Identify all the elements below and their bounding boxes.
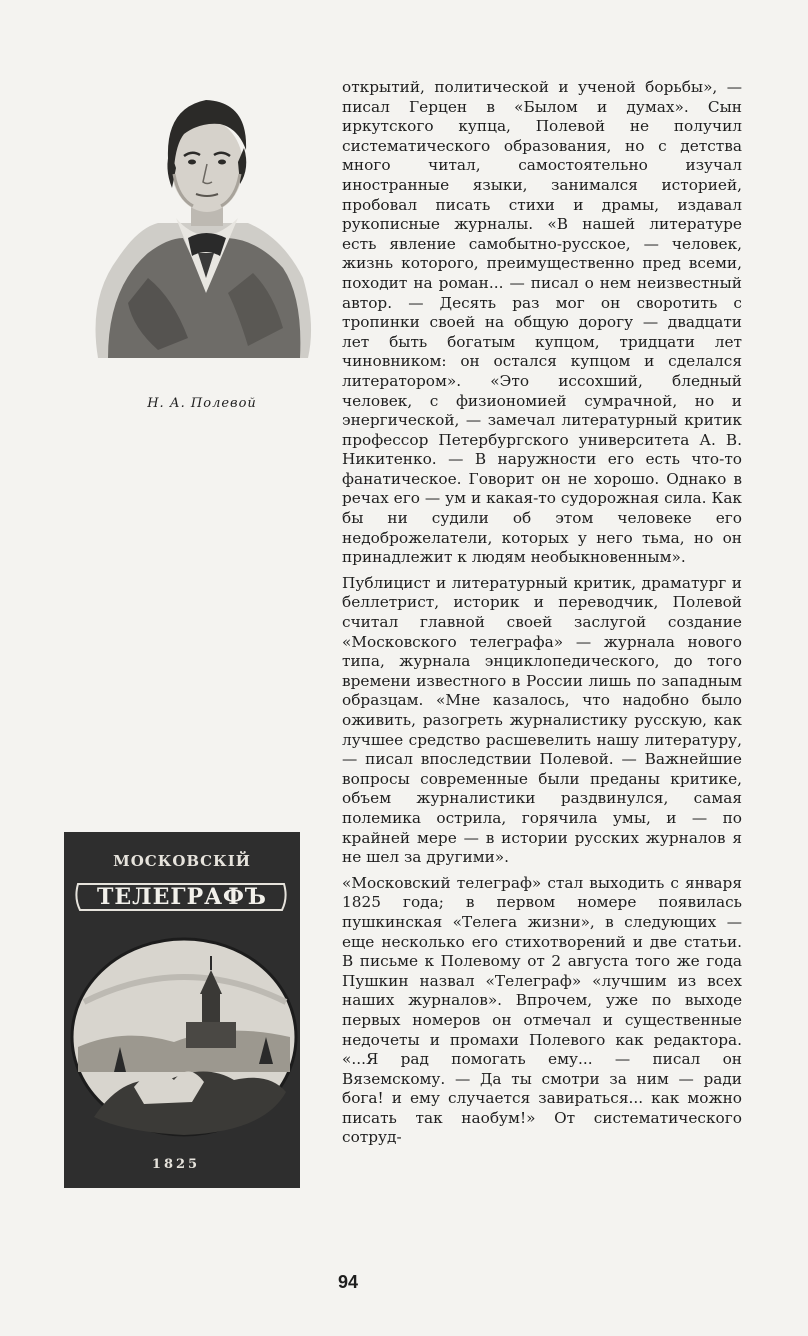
portrait-engraving [88, 88, 316, 368]
article-text-column [342, 78, 742, 1154]
paragraph: открытий, политической и ученой борьбы», — писал Герцен в «Былом и думах». Сын иркутского купца, Полевой не получил систематического образования, но с детства много читал, самостоятельно изучал иностранные языки, занимался историей, пробовал писать стихи и драмы, издавал рукописные журналы. «В нашей литературе есть явление самобытно-русское, — человек, жизнь которого, преимущественно пред всеми, походит на роман... — писал о нем неизвестный автор. — Десять раз мог он своротить с тропинки своей на общую дорогу — двадцати лет быть богатым купцом, тридцати лет чиновником: он остался купцом и сделался литератором». «Это иссохший, бледный человек, с физиономией сумрачной, но и энергической, — замечал литературный критик профессор Петербургского университета А. В. Никитенко. — В наружности его есть что-то фанатическое. Говорит он не хорошо. Однако в речах его — ум и какая-то судорожная сила. Как бы ни судили об этом человеке его недоброжелатели, которых у него тьма, но он принадлежит к людям необыкновенным». [342, 78, 742, 567]
portrait-illustration [88, 88, 316, 368]
cover-title-main: ТЕЛЕГРАФЪ [97, 884, 267, 910]
paragraph: «Московский телеграф» стал выходить с января 1825 года; в первом номере появилась пушкинская «Телега жизни», в следующих — еще несколько его стихотворений и две статьи. В письме к Полевому от 2 августа того же года Пушкин назвал «Телеграф» «лучшим из всех наших журналов». Впрочем, уже по выходе первых номеров он отмечал и существенные недочеты и промахи Полевого как редактора. «...Я рад помогать ему... — писал он Вяземскому. — Да ты смотри за ним — ради бога! и ему случается завираться... как можно писать так наобум!» От систематического сотруд- [342, 873, 742, 1147]
portrait-caption: Н. А. Полевой [147, 396, 257, 411]
paragraph: Публицист и литературный критик, драматург и беллетрист, историк и переводчик, Полевой считал главной своей заслугой создание «Московского телеграфа» — журнала нового типа, журнала энциклопедического, до того времени известного в России лишь по западным образцам. «Мне казалось, что надобно было оживить, разогреть журналистику русскую, как лучшее средство расшевелить нашу литературу, — писал впоследствии Полевой. — Важнейшие вопросы современные были преданы критике, объем журналистики раздвинулся, самая полемика острила, горячила умы, и — по крайней мере — в истории русских журналов я не шел за другими». [342, 573, 742, 867]
cover-title-top: МОСКОВСКІЙ [113, 852, 251, 870]
page-number: 94 [338, 1272, 359, 1292]
cover-year: 1825 [151, 1157, 201, 1172]
journal-cover-illustration [64, 832, 300, 1188]
cover-artwork [64, 832, 300, 1188]
